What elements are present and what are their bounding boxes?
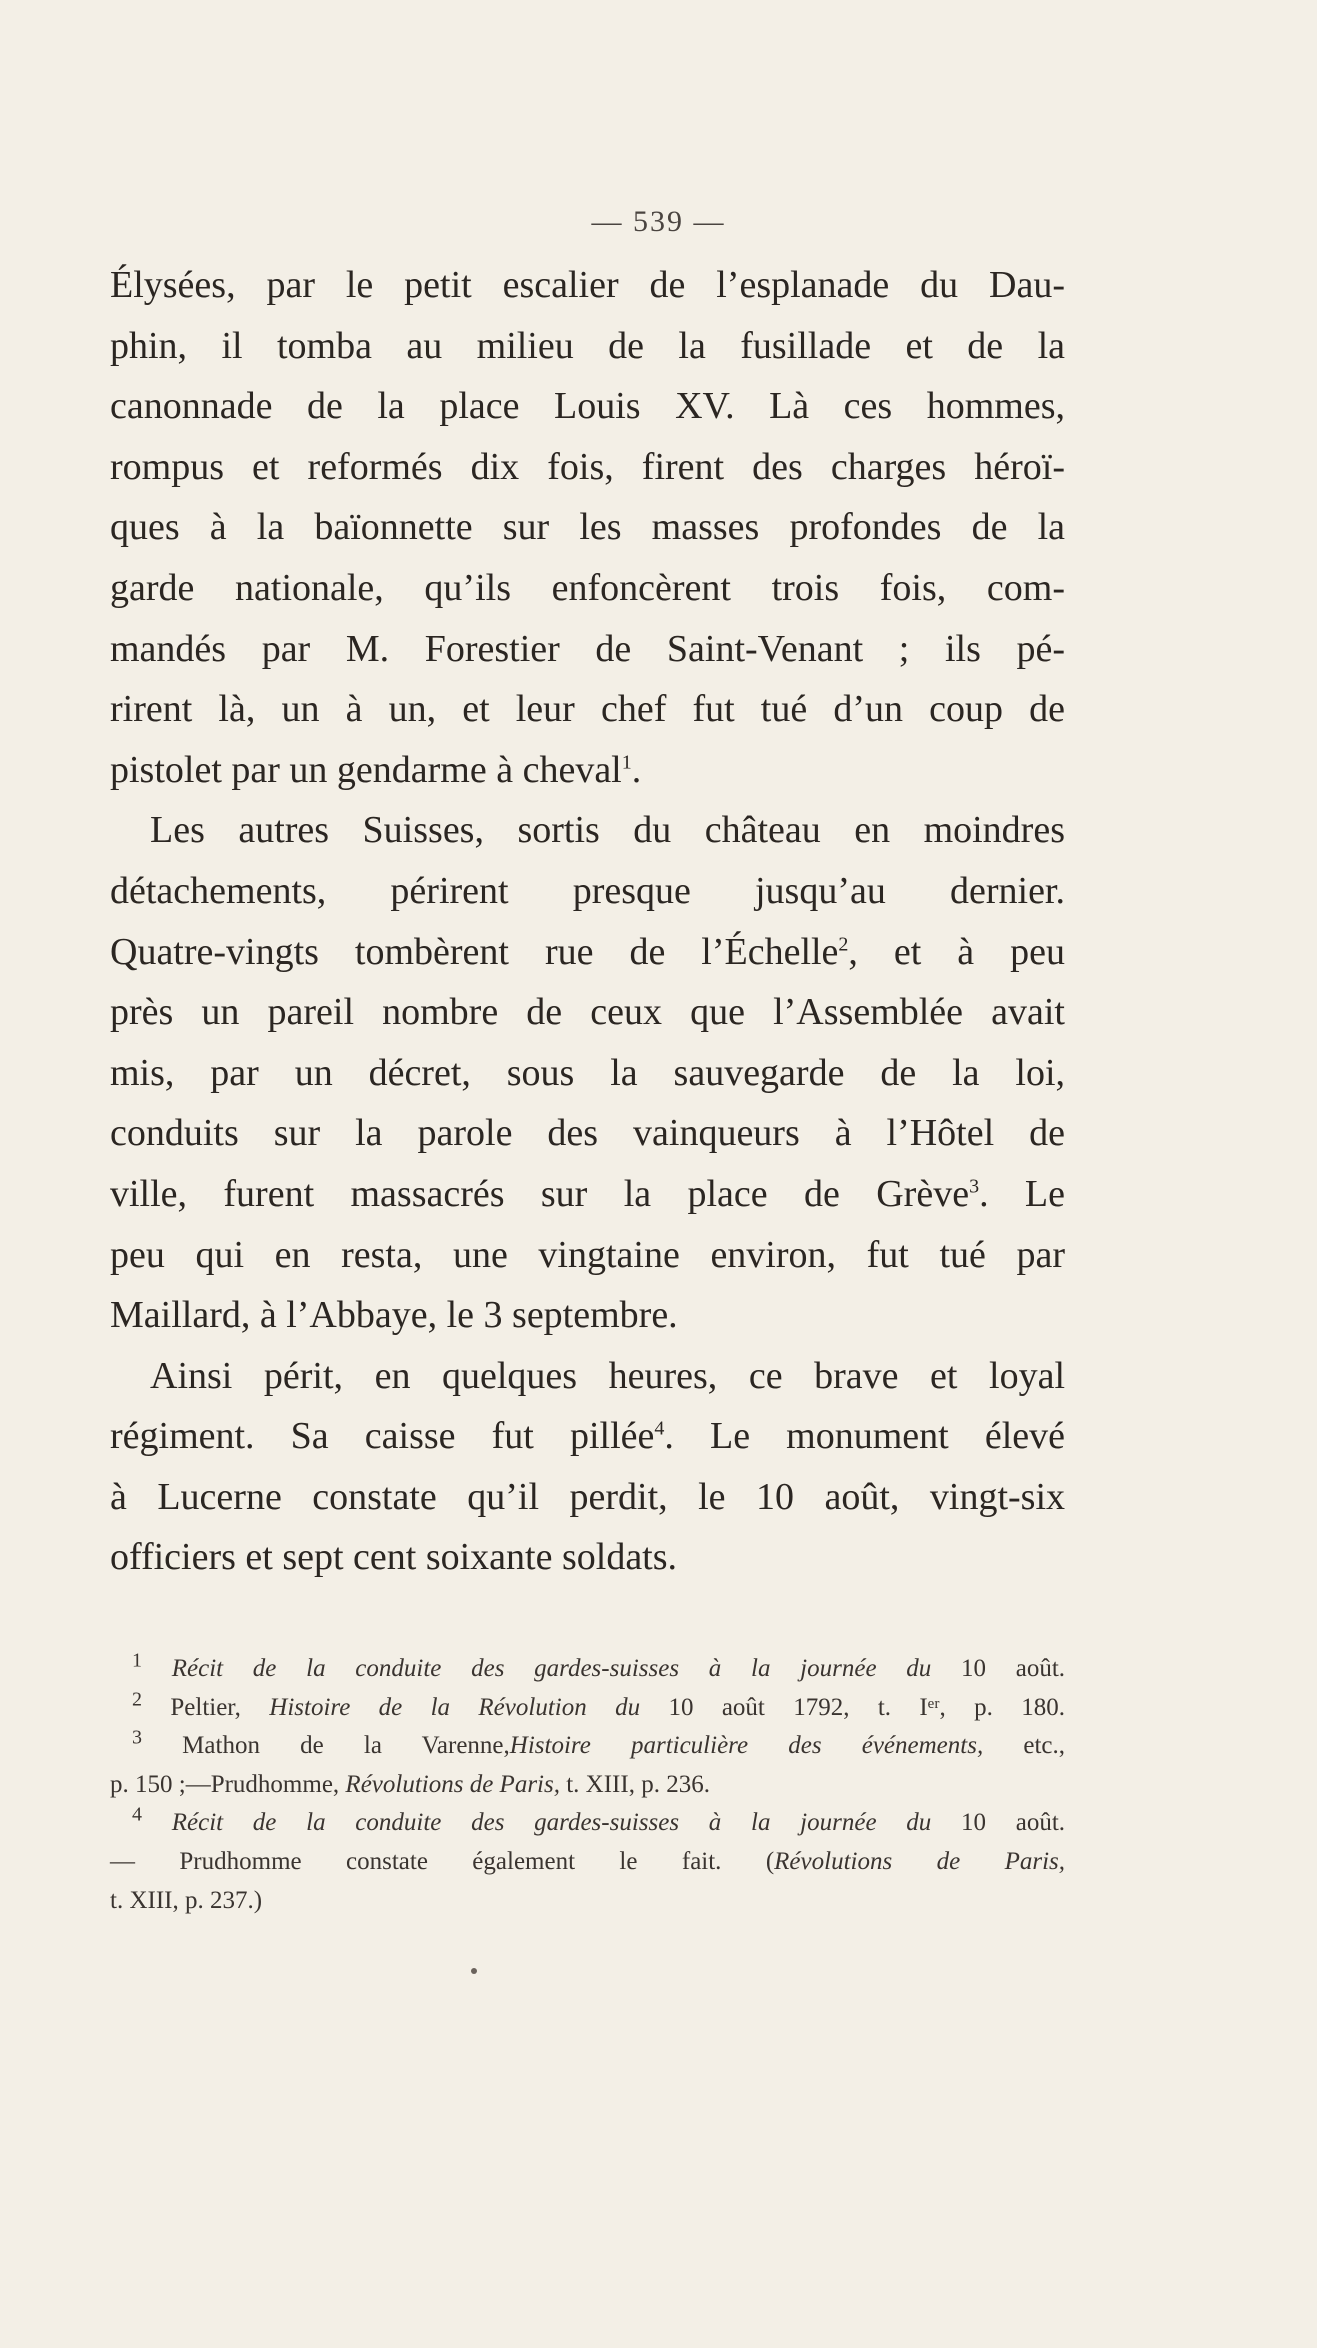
footnote-italic: Révolutions de Paris,	[345, 1770, 560, 1798]
text-fragment: . Le monument élevé	[664, 1415, 1065, 1458]
page-number: — 539 —	[591, 205, 726, 238]
text-line: conduits sur la parole des vainqueurs à l’Hôtel de	[110, 1112, 1065, 1155]
text-line: phin, il tomba au milieu de la fusillade et de la	[110, 324, 1065, 367]
text-line: à Lucerne constate qu’il perdit, le 10 août, vingt-six	[110, 1475, 1065, 1518]
footnote-text: Peltier,	[170, 1693, 241, 1721]
footnote-italic: Récit de la conduite des gardes-suisses à la journée du	[171, 1655, 932, 1682]
footnote-mark: 1	[132, 1649, 142, 1672]
footnote-text: Mathon de la Varenne,	[182, 1732, 510, 1760]
footnote-4-cont	[110, 1843, 1065, 1882]
text-line: rompus et reformés dix fois, firent des charges héroï-	[110, 445, 1065, 488]
footnote-ref: 2	[838, 932, 849, 955]
footnote-mark: 3	[132, 1726, 142, 1749]
footnote-italic: Histoire de la Révolution du	[269, 1693, 641, 1721]
footnote-italic: Histoire particulière des événements,	[509, 1732, 984, 1760]
text-line	[110, 1406, 1065, 1467]
text-line: garde nationale, qu’ils enfoncèrent trois fois, com-	[110, 566, 1065, 609]
text-fragment: ville, furent massacrés sur la place de Grève	[110, 1172, 970, 1215]
footnote-4	[110, 1804, 1065, 1843]
footnote-text: 10 août 1792, t. Iᵉʳ, p. 180.	[668, 1693, 1066, 1721]
text-fragment: régiment. Sa caisse fut pillée	[110, 1415, 655, 1458]
text-line: Ainsi périt, en quelques heures, ce brave et loyal	[150, 1354, 1065, 1397]
footnote-text: 10 août.	[961, 1655, 1066, 1682]
footnote-text: p. 150 ;—Prudhomme,	[110, 1770, 340, 1798]
footnotes	[110, 1650, 1065, 1920]
text-line: canonnade de la place Louis XV. Là ces hommes,	[110, 385, 1065, 428]
text-fragment: . Le	[979, 1172, 1066, 1215]
text-line: ques à la baïonnette sur les masses profondes de la	[110, 506, 1065, 549]
footnote-ref: 1	[621, 751, 632, 774]
footnote-4-cont: t. XIII, p. 237.)	[110, 1886, 263, 1914]
text-line: détachements, périrent presque jusqu’au dernier.	[110, 869, 1065, 912]
footnote-text: etc.,	[1023, 1732, 1066, 1760]
text-line: Les autres Suisses, sortis du château en moindres	[150, 809, 1065, 852]
text-line: Élysées, par le petit escalier de l’esplanade du Dau-	[110, 264, 1065, 306]
text-fragment: pistolet par un gendarme à cheval	[110, 748, 622, 791]
footnote-italic: Récit de la conduite des gardes-suisses à la journée du	[171, 1809, 932, 1837]
text-line: mandés par M. Forestier de Saint-Venant ; ils pé-	[110, 627, 1065, 670]
footnote-3	[110, 1727, 1065, 1766]
footnote-mark: 2	[132, 1688, 142, 1711]
text-line: peu qui en resta, une vingtaine environ, fut tué par	[110, 1233, 1065, 1276]
main-text	[110, 255, 1065, 1588]
text-fragment: , et à peu	[848, 930, 1065, 973]
footnote-italic: Révolutions de Paris,	[774, 1847, 1065, 1875]
text-line: près un pareil nombre de ceux que l’Assemblée avait	[110, 991, 1065, 1034]
footnote-mark: 4	[132, 1804, 142, 1827]
text-line: mis, par un décret, sous la sauvegarde de la loi,	[110, 1051, 1065, 1094]
text-line: officiers et sept cent soixante soldats.	[110, 1536, 678, 1579]
footnote-1	[110, 1650, 1065, 1689]
text-fragment: .	[631, 748, 642, 791]
footnote-text: 10 août.	[961, 1809, 1066, 1837]
ink-dot	[471, 1968, 477, 1974]
footnote-ref: 3	[969, 1175, 980, 1198]
footnote-text: — Prudhomme constate également le fait. (	[110, 1847, 775, 1875]
text-line	[110, 740, 1065, 801]
text-line: Maillard, à l’Abbaye, le 3 septembre.	[110, 1294, 678, 1337]
footnote-2	[110, 1689, 1065, 1728]
footnote-text: t. XIII, p. 236.	[566, 1770, 710, 1798]
text-fragment: Quatre-vingts tombèrent rue de l’Échelle	[110, 930, 839, 973]
text-line: rirent là, un à un, et leur chef fut tué d’un coup de	[110, 688, 1065, 731]
text-line	[110, 1164, 1065, 1225]
footnote-ref: 4	[654, 1417, 665, 1440]
footnote-3-cont	[110, 1766, 1065, 1805]
text-line	[110, 922, 1065, 983]
